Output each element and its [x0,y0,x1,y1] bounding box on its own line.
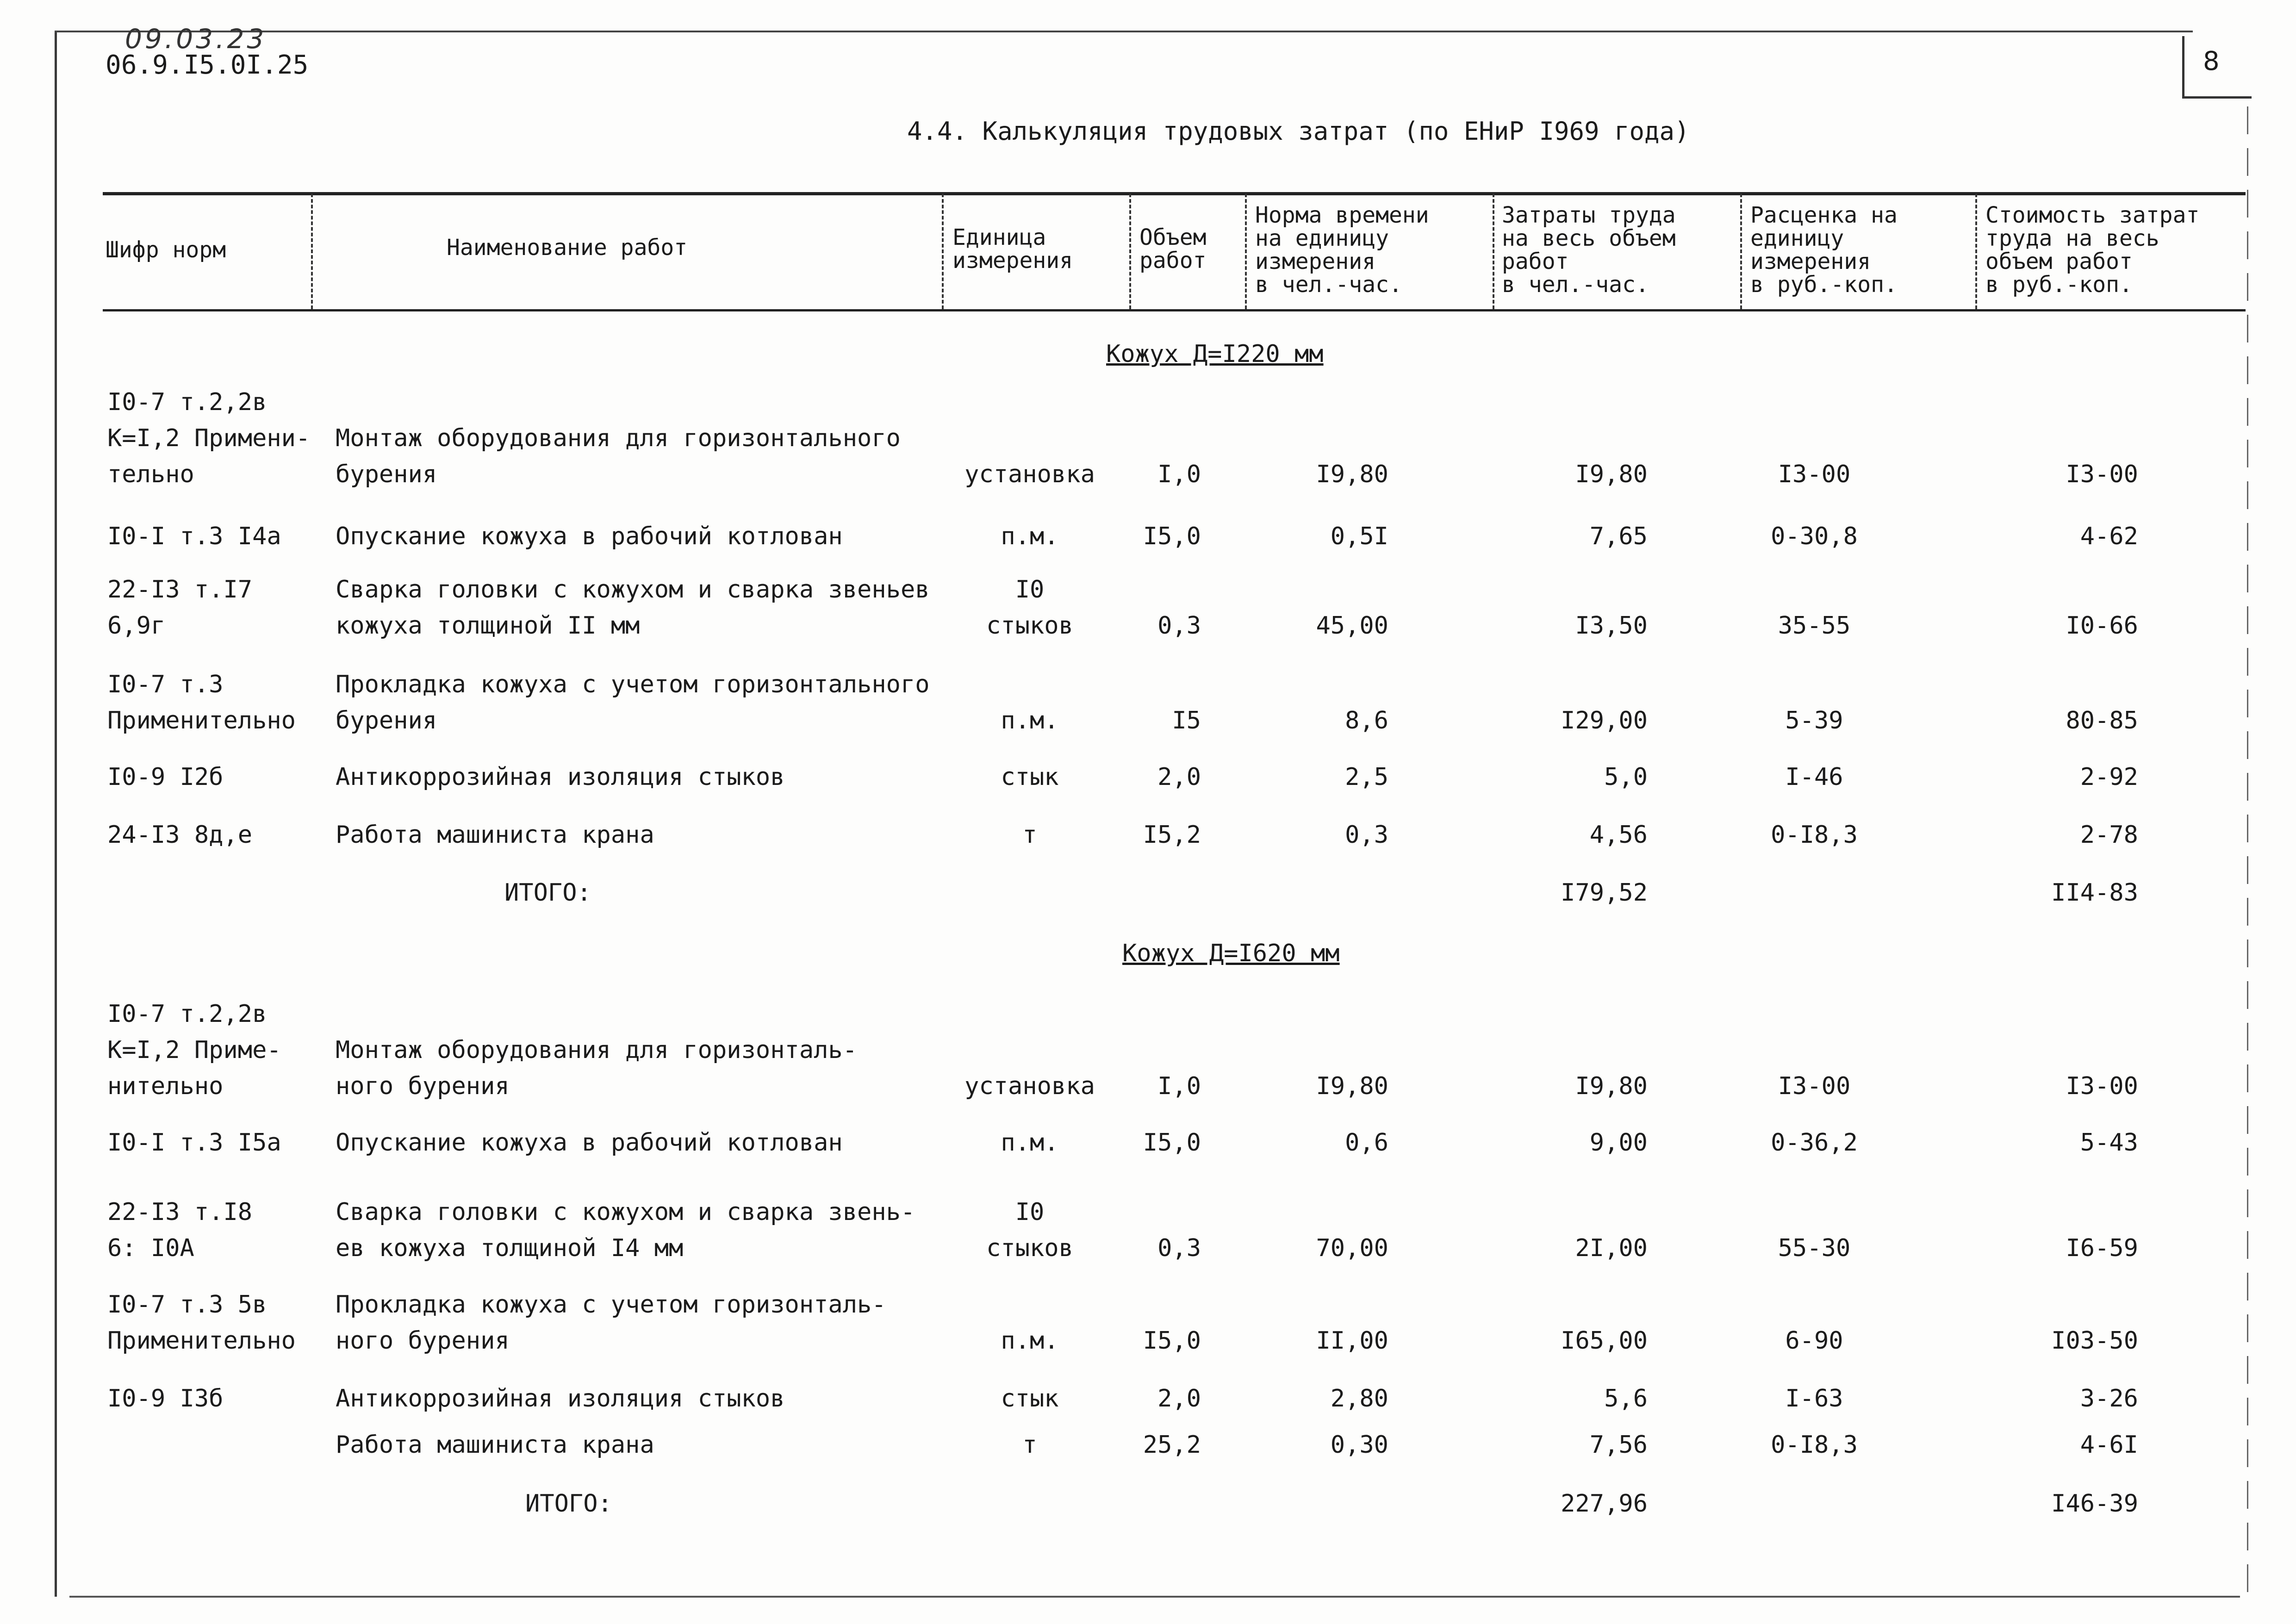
unit-of-measure: I0 стыков [986,576,1073,640]
cost-value: 80-85 [2066,707,2138,734]
work-name: Монтаж оборудования для горизонталь- ного бурения [336,1036,858,1100]
norm-value: 0,6 [1345,1129,1388,1157]
page-number: 8 [2203,46,2220,76]
norm-value: 0,5I [1330,523,1388,550]
header-name: Наименование работ [447,235,688,261]
norm-value: I9,80 [1316,1072,1388,1100]
cost-value: 2-78 [2080,821,2138,849]
labor-value: 2I,00 [1575,1234,1648,1262]
rate-value: I3-00 [1778,460,1851,488]
norm-value: 0,30 [1330,1431,1388,1459]
norm-code: 22-I3 т.I7 6,9г [107,576,253,640]
total-label: ИТОГО: [525,1490,612,1518]
cost-value: 4-62 [2080,523,2138,550]
cost-value: I0-66 [2066,612,2138,640]
frame-right-line [2247,106,2248,1592]
norm-code: I0-7 т.2,2в К=I,2 Приме- нительно [107,1000,281,1100]
volume-value: I5,0 [1143,523,1201,550]
work-name: Прокладка кожуха с учетом горизонтального бурения [336,671,930,734]
unit-of-measure: I0 стыков [986,1198,1073,1262]
column-separator [1129,193,1131,309]
total-cost: II4-83 [2051,879,2138,907]
rate-value: 35-55 [1778,612,1851,640]
volume-value: 0,3 [1157,612,1201,640]
unit-of-measure: установка [964,1072,1095,1100]
total-labor: 227,96 [1561,1490,1648,1518]
document-code: 06.9.I5.0I.25 [106,50,309,80]
unit-of-measure: п.м. [1001,523,1059,550]
labor-value: I29,00 [1561,707,1648,734]
work-name: Опускание кожуха в рабочий котлован [336,1129,843,1157]
norm-value: II,00 [1316,1327,1388,1355]
volume-value: I,0 [1157,1072,1201,1100]
labor-value: I3,50 [1575,612,1648,640]
unit-of-measure: т [1022,821,1037,849]
labor-value: I9,80 [1575,1072,1648,1100]
volume-value: I5 [1172,707,1201,734]
labor-value: 7,65 [1589,523,1648,550]
frame-left-line [55,32,57,1597]
norm-code: 22-I3 т.I8 6: I0А [107,1198,253,1262]
section-title: Кожух Д=I620 мм [1122,940,1340,967]
total-cost: I46-39 [2051,1490,2138,1518]
cost-value: I6-59 [2066,1234,2138,1262]
norm-code: 24-I3 8д,е [107,821,253,849]
volume-value: I5,0 [1143,1327,1201,1355]
rate-value: 0-36,2 [1771,1129,1858,1157]
volume-value: 2,0 [1157,763,1201,791]
work-name: Антикоррозийная изоляция стыков [336,1385,785,1412]
norm-value: 8,6 [1345,707,1388,734]
header-cost: Стоимость затрат труда на весь объем работ в руб.-коп. [1985,202,2200,298]
volume-value: 0,3 [1157,1234,1201,1262]
labor-value: 4,56 [1589,821,1648,849]
volume-value: 2,0 [1157,1385,1201,1412]
section-title: Кожух Д=I220 мм [1106,340,1324,368]
norm-value: 2,80 [1330,1385,1388,1412]
work-name: Опускание кожуха в рабочий котлован [336,523,843,550]
work-name: Антикоррозийная изоляция стыков [336,763,785,791]
header-labor: Затраты труда на весь объем работ в чел.-час. [1502,202,1676,298]
total-labor: I79,52 [1561,879,1648,907]
total-label: ИТОГО: [504,879,591,907]
column-separator [1245,193,1247,309]
header-rate: Расценка на единицу измерения в руб.-коп. [1750,202,1898,298]
labor-value: I9,80 [1575,460,1648,488]
norm-code: I0-9 I2б [107,763,224,791]
work-name: Работа машиниста крана [336,1431,654,1459]
document-title: 4.4. Калькуляция трудовых затрат (по ЕНиР I969 года) [907,117,1690,146]
work-name: Монтаж оборудования для горизонтального бурения [336,424,901,488]
work-name: Прокладка кожуха с учетом горизонталь- ного бурения [336,1291,886,1355]
rate-value: 0-30,8 [1771,523,1858,550]
norm-value: 70,00 [1316,1234,1388,1262]
frame-bottom-line [69,1596,2240,1598]
labor-value: 5,6 [1604,1385,1648,1412]
volume-value: I5,2 [1143,821,1201,849]
cost-value: 3-26 [2080,1385,2138,1412]
table-top-rule [103,192,2246,195]
column-separator [1740,193,1742,309]
work-name: Работа машиниста крана [336,821,654,849]
norm-code: I0-9 I3б [107,1385,224,1412]
column-separator [1975,193,1977,309]
rate-value: I3-00 [1778,1072,1851,1100]
rate-value: I-46 [1785,763,1843,791]
cost-value: 4-6I [2080,1431,2138,1459]
table-header-rule [103,309,2246,311]
norm-code: I0-I т.3 I5а [107,1129,281,1157]
cost-value: I3-00 [2066,460,2138,488]
unit-of-measure: п.м. [1001,1129,1059,1157]
volume-value: 25,2 [1143,1431,1201,1459]
header-unit: Единица измерения [952,224,1073,274]
labor-value: 7,56 [1589,1431,1648,1459]
unit-of-measure: т [1022,1431,1037,1459]
column-separator [1493,193,1494,309]
work-name: Сварка головки с кожухом и сварка звень- ев кожуха толщиной I4 мм [336,1198,915,1262]
norm-code: I0-7 т.3 Применительно [107,671,296,734]
cost-value: 5-43 [2080,1129,2138,1157]
column-separator [942,193,944,309]
norm-value: 45,00 [1316,612,1388,640]
rate-value: 6-90 [1785,1327,1843,1355]
header-norm: Норма времени на единицу измерения в чел.-час. [1255,202,1429,298]
volume-value: I,0 [1157,460,1201,488]
norm-value: 2,5 [1345,763,1388,791]
rate-value: 0-I8,3 [1771,821,1858,849]
norm-value: I9,80 [1316,460,1388,488]
labor-value: I65,00 [1561,1327,1648,1355]
labor-value: 5,0 [1604,763,1648,791]
column-separator [311,193,313,309]
handwritten-date: 09.03.23 [125,23,267,55]
volume-value: I5,0 [1143,1129,1201,1157]
cost-value: I3-00 [2066,1072,2138,1100]
unit-of-measure: стык [1001,763,1059,791]
frame-top-line [55,31,2193,32]
unit-of-measure: п.м. [1001,707,1059,734]
rate-value: I-63 [1785,1385,1843,1412]
cost-value: 2-92 [2080,763,2138,791]
norm-code: I0-7 т.3 5в Применительно [107,1291,296,1355]
unit-of-measure: п.м. [1001,1327,1059,1355]
unit-of-measure: стык [1001,1385,1059,1412]
norm-code: I0-7 т.2,2в К=I,2 Примени- тельно [107,388,311,488]
unit-of-measure: установка [964,460,1095,488]
rate-value: 0-I8,3 [1771,1431,1858,1459]
work-name: Сварка головки с кожухом и сварка звеньев кожуха толщиной II мм [336,576,930,640]
header-code: Шифр норм [106,237,226,263]
rate-value: 5-39 [1785,707,1843,734]
cost-value: I03-50 [2051,1327,2138,1355]
labor-value: 9,00 [1589,1129,1648,1157]
rate-value: 55-30 [1778,1234,1851,1262]
norm-code: I0-I т.3 I4а [107,523,281,550]
norm-value: 0,3 [1345,821,1388,849]
header-volume: Объем работ [1139,224,1207,274]
